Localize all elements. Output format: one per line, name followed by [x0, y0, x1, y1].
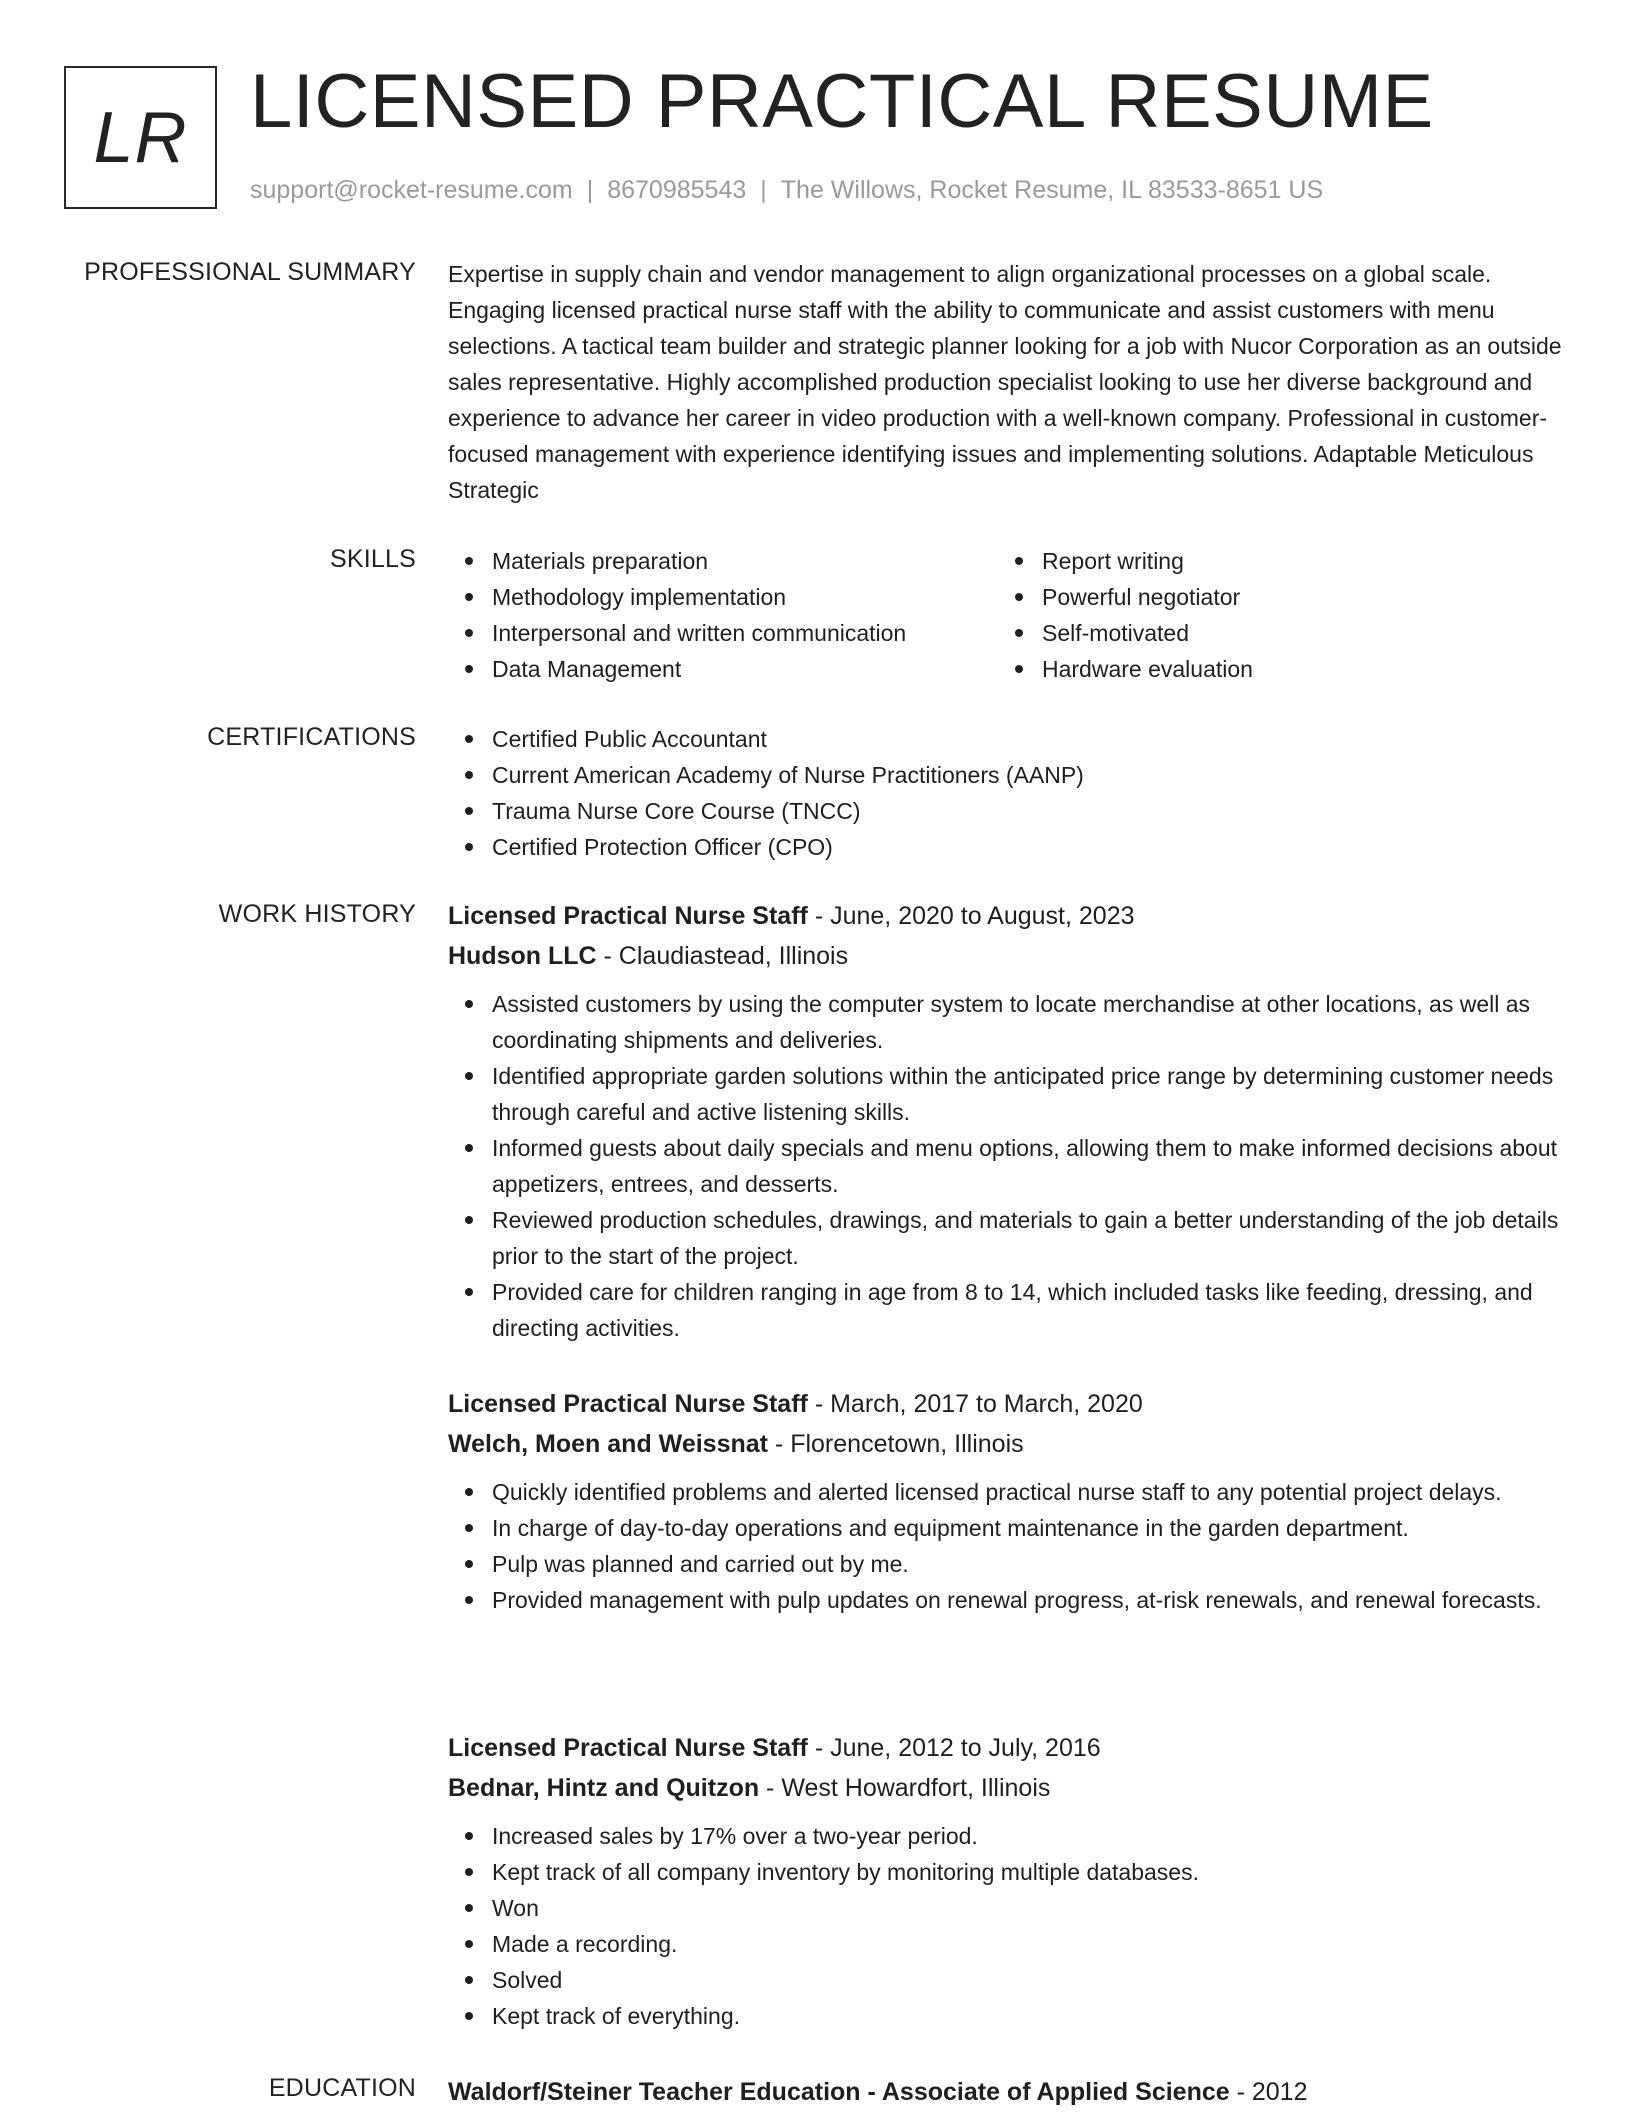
job-company-line: [448, 936, 1568, 976]
job-duties: [448, 1474, 1568, 1618]
work-history-label: WORK HISTORY: [218, 900, 416, 928]
job-location: - West Howardfort, Illinois: [759, 1774, 1051, 1802]
job-duty: Provided management with pulp updates on renewal progress, at-risk renewals, and renewal forecasts.: [448, 1582, 1568, 1618]
contact-email[interactable]: support@rocket-resume.com: [250, 176, 573, 204]
certification-item: Trauma Nurse Core Course (TNCC): [448, 793, 1568, 829]
contact-separator: |: [586, 176, 594, 204]
summary-text: Expertise in supply chain and vendor management to align organizational processes on a global scale. Engaging licensed practical nurse staff with the ability to communicate and assist customers with menu selections. A tactical team builder and strategic planner looking for a job with Nucor Corporation as an outside sales representative. Highly accomplished production specialist looking to use her diverse background and experience to advance her career in video production with a well-known company. Professional in customer-focused management with experience identifying issues and implementing solutions. Adaptable Meticulous Strategic: [448, 261, 1562, 503]
skill-item: Self-motivated: [998, 615, 1548, 651]
skill-item: Interpersonal and written communication: [448, 615, 998, 651]
job-details: [448, 1728, 1568, 2034]
job-duty: Won: [448, 1890, 1568, 1926]
skill-item: Data Management: [448, 651, 998, 687]
job-duty: Informed guests about daily specials and menu options, allowing them to make informed decisions about appetizers, entrees, and desserts.: [448, 1130, 1568, 1202]
job-company: Bednar, Hintz and Quitzon: [448, 1774, 760, 1802]
job-title-line: [448, 1728, 1568, 1768]
certification-item: Current American Academy of Nurse Practitioners (AANP): [448, 757, 1568, 793]
education-line: [448, 2072, 1568, 2112]
job-duty: Increased sales by 17% over a two-year period.: [448, 1818, 1568, 1854]
job-duty: Kept track of all company inventory by monitoring multiple databases.: [448, 1854, 1568, 1890]
job-duty: Assisted customers by using the computer system to locate merchandise at other locations, as well as coordinating shipments and deliveries.: [448, 986, 1568, 1058]
job-details: [448, 1384, 1568, 1618]
job-title: Licensed Practical Nurse Staff: [448, 1390, 808, 1418]
education-year: - 2012: [1229, 2078, 1308, 2106]
job-duty: Reviewed production schedules, drawings, and materials to gain a better understanding of the job details prior to the start of the project.: [448, 1202, 1568, 1274]
skills-grid: [448, 543, 1568, 687]
job-details: [448, 896, 1568, 1346]
job-location: - Claudiastead, Illinois: [596, 942, 849, 970]
job-company-line: [448, 1424, 1568, 1464]
job-duties: [448, 986, 1568, 1346]
job-duty: Identified appropriate garden solutions within the anticipated price range by determining customer needs through careful and active listening skills.: [448, 1058, 1568, 1130]
job-title: Licensed Practical Nurse Staff: [448, 1734, 808, 1762]
job-duty: In charge of day-to-day operations and equipment maintenance in the garden department.: [448, 1510, 1568, 1546]
job-title-line: [448, 1384, 1568, 1424]
job-title-line: [448, 896, 1568, 936]
skill-item: Report writing: [998, 543, 1548, 579]
job-duty: Made a recording.: [448, 1926, 1568, 1962]
certifications-label: CERTIFICATIONS: [207, 723, 416, 751]
job-title: Licensed Practical Nurse Staff: [448, 902, 808, 930]
job-location: - Florencetown, Illinois: [767, 1430, 1024, 1458]
resume-title: LICENSED PRACTICAL RESUME: [250, 59, 1434, 144]
education-label: EDUCATION: [268, 2074, 416, 2102]
education-degree: Waldorf/Steiner Teacher Education - Associate of Applied Science: [448, 2078, 1230, 2106]
job-dates: - June, 2020 to August, 2023: [807, 902, 1135, 930]
skills-column-1: [448, 543, 998, 687]
skill-item: Materials preparation: [448, 543, 998, 579]
monogram-logo: LR: [64, 66, 217, 209]
job-duties: [448, 1818, 1568, 2034]
skill-item: Hardware evaluation: [998, 651, 1548, 687]
certification-item: Certified Protection Officer (CPO): [448, 829, 1568, 865]
job-duty: Kept track of everything.: [448, 1998, 1568, 2034]
contact-address: The Willows, Rocket Resume, IL 83533-8651 US: [780, 176, 1324, 204]
job-dates: - March, 2017 to March, 2020: [807, 1390, 1143, 1418]
contact-separator: |: [760, 176, 767, 204]
summary-label: PROFESSIONAL SUMMARY: [84, 258, 416, 286]
job-duty: Quickly identified problems and alerted licensed practical nurse staff to any potential project delays.: [448, 1474, 1568, 1510]
certification-item: Certified Public Accountant: [448, 721, 1568, 757]
skills-column-2: [998, 543, 1548, 687]
contact-line: [250, 176, 1323, 205]
contact-phone[interactable]: 8670985543: [607, 176, 747, 204]
job-company-line: [448, 1768, 1568, 1808]
job-company: Hudson LLC: [448, 942, 597, 970]
skill-item: Powerful negotiator: [998, 579, 1548, 615]
job-dates: - June, 2012 to July, 2016: [807, 1734, 1101, 1762]
skills-label: SKILLS: [330, 545, 416, 573]
job-duty: Provided care for children ranging in age from 8 to 14, which included tasks like feeding, dressing, and directing activities.: [448, 1274, 1568, 1346]
certifications-list: [448, 721, 1568, 865]
job-company: Welch, Moen and Weissnat: [448, 1430, 768, 1458]
skill-item: Methodology implementation: [448, 579, 998, 615]
job-duty: Solved: [448, 1962, 1568, 1998]
job-duty: Pulp was planned and carried out by me.: [448, 1546, 1568, 1582]
